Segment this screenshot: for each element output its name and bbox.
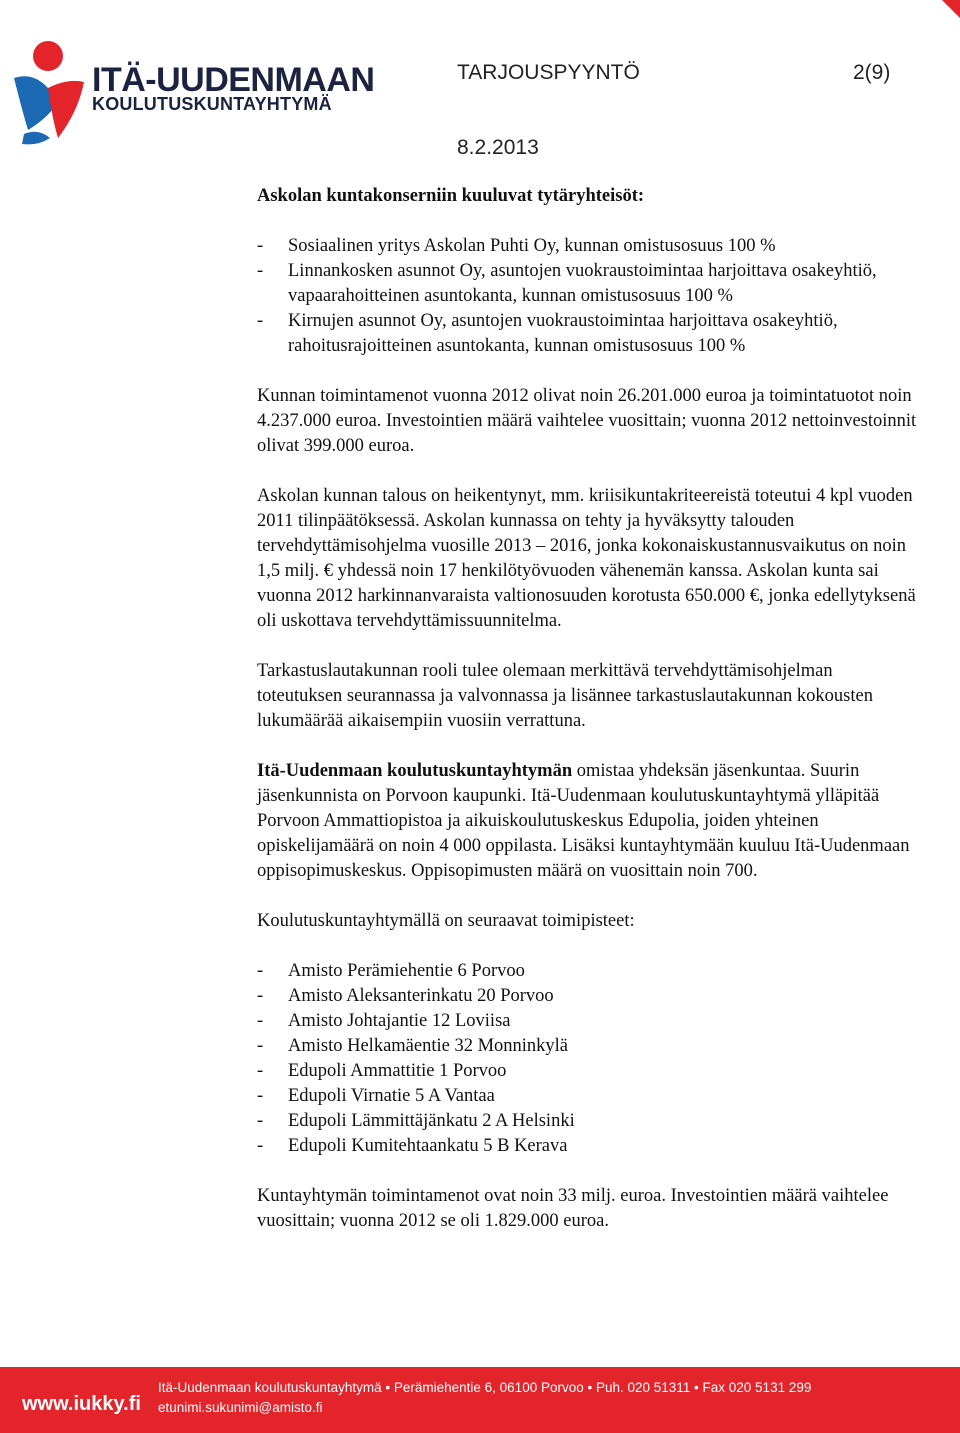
footer-address: Itä-Uudenmaan koulutuskuntayhtymä • Perämiehentie 6, 06100 Porvoo • Puh. 020 51311 • Fax 020 5131 299 (158, 1380, 812, 1395)
list-item: - Edupoli Lämmittäjänkatu 2 A Helsinki (257, 1109, 919, 1134)
list-item: - Amisto Helkamäentie 32 Monninkylä (257, 1034, 919, 1059)
locations-list (257, 959, 919, 1159)
list-item: - Edupoli Kumitehtaankatu 5 B Kerava (257, 1134, 919, 1159)
list-item: - Kirnujen asunnot Oy, asuntojen vuokraustoimintaa harjoittava osakeyhtiö, rahoitusrajoitteinen asuntokanta, kunnan omistusosuus 100 % (257, 309, 919, 359)
list-item: - Sosiaalinen yritys Askolan Puhti Oy, kunnan omistusosuus 100 % (257, 234, 919, 259)
paragraph-costs: Kuntayhtymän toimintamenot ovat noin 33 milj. euroa. Investointien määrä vaihtelee vuosittain; vuonna 2012 se oli 1.829.000 euroa. (257, 1186, 889, 1231)
federation-name: Itä-Uudenmaan koulutuskuntayhtymän (257, 761, 573, 781)
footer-email[interactable]: etunimi.sukunimi@amisto.fi (158, 1400, 323, 1415)
list-item: - Linnankosken asunnot Oy, asuntojen vuokraustoimintaa harjoittava osakeyhtiö, vapaarahoitteinen asuntokanta, kunnan omistusosuus 100 % (257, 259, 919, 309)
list-item: - Amisto Aleksanterinkatu 20 Porvoo (257, 984, 919, 1009)
footer-bar (0, 1367, 960, 1433)
person-figure-icon (8, 38, 88, 148)
section-heading: Askolan kuntakonserniin kuuluvat tytäryhteisöt: (257, 186, 645, 206)
document-body (257, 184, 919, 1259)
page-number: 2(9) (853, 61, 891, 84)
footer-website-link[interactable]: www.iukky.fi (22, 1393, 141, 1415)
paragraph-audit: Tarkastuslautakunnan rooli tulee olemaan merkittävä tervehdyttämisohjelman toteutuksen seurannassa ja valvonnassa ja lisännee tarkastuslautakunnan kokousten lukumäärää aikaisempiin vuosiin verrattuna. (257, 661, 873, 731)
document-date: 8.2.2013 (457, 136, 539, 159)
paragraph-economy: Askolan kunnan talous on heikentynyt, mm. kriisikuntakriteereistä toteutui 4 kpl vuoden 2011 tilinpäätöksessä. Askolan kunnassa on tehty ja hyväksytty talouden tervehdyttämisohjelma vuosille 2013 – 2016, jonka kokonaiskustannusvaikutus on noin 1,5 milj. € yhdessä noin 17 henkilötyövuoden vähenemän kanssa. Askolan kunta sai vuonna 2012 harkinnanvaraista valtionosuuden korotusta 650.000 €, jonka edellytyksenä oli uskottava tervehdyttämissuunnitelma. (257, 486, 916, 631)
list-item: - Amisto Johtajantie 12 Loviisa (257, 1009, 919, 1034)
logo-line1: ITÄ-UUDENMAAN (92, 61, 375, 99)
list-item: - Edupoli Virnatie 5 A Vantaa (257, 1084, 919, 1109)
document-title: TARJOUSPYYNTÖ (457, 61, 640, 84)
locations-intro: Koulutuskuntayhtymällä on seuraavat toimipisteet: (257, 911, 635, 931)
logo-line2: KOULUTUSKUNTAYHTYMÄ (92, 94, 332, 114)
list-item: - Edupoli Ammattitie 1 Porvoo (257, 1059, 919, 1084)
corner-decoration (942, 0, 960, 18)
paragraph-finance: Kunnan toimintamenot vuonna 2012 olivat noin 26.201.000 euroa ja toimintatuotot noin 4.237.000 euroa. Investointien määrä vaihtelee vuosittain; vuonna 2012 nettoinvestoinnit olivat 399.000 euroa. (257, 386, 917, 456)
subsidiaries-list (257, 234, 919, 359)
list-item: - Amisto Perämiehentie 6 Porvoo (257, 959, 919, 984)
organization-logo (8, 38, 375, 148)
paragraph-federation (257, 759, 919, 884)
federation-text: omistaa yhdeksän jäsenkuntaa. Suurin jäsenkunnista on Porvoon kaupunki. Itä-Uudenmaan koulutuskuntayhtymä ylläpitää Porvoon Ammattiopistoa ja aikuiskoulutuskeskus Edupolia, joiden yhteinen opiskelijamäärä on noin 4 000 oppilasta. Lisäksi kuntayhtymään kuuluu Itä-Uudenmaan oppisopimuskeskus. Oppisopimusten määrä on vuosittain noin 700. (257, 761, 910, 881)
